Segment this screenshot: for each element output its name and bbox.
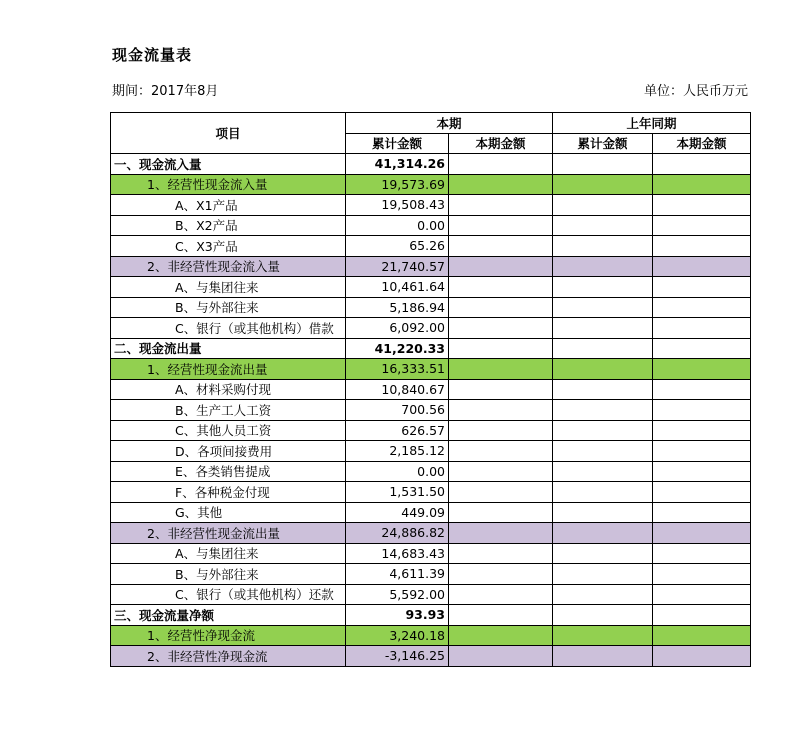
row-current-amount[interactable] [449,154,553,175]
table-row [111,625,751,646]
row-current-cumulative[interactable]: 626.57 [346,420,449,441]
row-label[interactable]: A、与集团往来 [111,277,346,298]
table-row [111,482,751,503]
row-prior-amount[interactable] [653,215,751,236]
row-current-cumulative[interactable]: 65.26 [346,236,449,257]
table-row [111,297,751,318]
row-prior-amount[interactable] [653,420,751,441]
row-prior-amount[interactable] [653,318,751,339]
row-label[interactable]: B、与外部往来 [111,297,346,318]
row-label[interactable]: 1、经营性现金流出量 [111,359,346,380]
row-current-cumulative[interactable]: 4,611.39 [346,564,449,585]
row-prior-cumulative[interactable] [553,256,653,277]
row-current-cumulative[interactable]: 0.00 [346,215,449,236]
row-label[interactable]: 三、现金流量净额 [111,605,346,626]
row-current-cumulative[interactable]: 19,573.69 [346,174,449,195]
row-label[interactable]: 1、经营性现金流入量 [111,174,346,195]
row-prior-amount[interactable] [653,359,751,380]
row-current-cumulative[interactable]: 5,186.94 [346,297,449,318]
row-current-cumulative[interactable]: 10,461.64 [346,277,449,298]
row-current-cumulative[interactable]: 3,240.18 [346,625,449,646]
row-current-cumulative[interactable]: 5,592.00 [346,584,449,605]
header-current-amount: 本期金额 [449,133,553,154]
table-row [111,502,751,523]
row-label[interactable]: A、材料采购付现 [111,379,346,400]
row-prior-cumulative[interactable] [553,584,653,605]
row-prior-cumulative[interactable] [553,215,653,236]
row-prior-cumulative[interactable] [553,400,653,421]
row-prior-cumulative[interactable] [553,154,653,175]
table-body [111,154,751,667]
row-prior-amount[interactable] [653,482,751,503]
row-current-cumulative[interactable]: 6,092.00 [346,318,449,339]
table-row [111,564,751,585]
row-prior-amount[interactable] [653,584,751,605]
row-prior-amount[interactable] [653,236,751,257]
table-row [111,236,751,257]
row-current-amount[interactable] [449,420,553,441]
row-label[interactable]: C、银行（或其他机构）还款 [111,584,346,605]
row-prior-cumulative[interactable] [553,564,653,585]
header-prior-cumulative: 累计金额 [553,133,653,154]
row-prior-cumulative[interactable] [553,359,653,380]
row-current-cumulative[interactable]: 24,886.82 [346,523,449,544]
row-label[interactable]: F、各种税金付现 [111,482,346,503]
row-current-amount[interactable] [449,318,553,339]
row-current-cumulative[interactable]: 16,333.51 [346,359,449,380]
row-prior-cumulative[interactable] [553,461,653,482]
row-label[interactable]: 一、现金流入量 [111,154,346,175]
report-title: 现金流量表 [112,46,193,64]
row-label[interactable]: 2、非经营性净现金流 [111,646,346,667]
row-prior-amount[interactable] [653,338,751,359]
row-prior-amount[interactable] [653,400,751,421]
row-current-amount[interactable] [449,174,553,195]
table-row [111,359,751,380]
row-current-cumulative[interactable]: -3,146.25 [346,646,449,667]
row-current-cumulative[interactable]: 93.93 [346,605,449,626]
row-current-amount[interactable] [449,338,553,359]
row-current-amount[interactable] [449,564,553,585]
currency-unit: 单位：人民币万元 [643,84,748,99]
row-label[interactable]: B、与外部往来 [111,564,346,585]
table-row [111,174,751,195]
cash-flow-table [110,112,751,667]
row-prior-amount[interactable] [653,195,751,216]
row-current-amount[interactable] [449,625,553,646]
row-prior-amount[interactable] [653,379,751,400]
row-current-amount[interactable] [449,584,553,605]
row-prior-amount[interactable] [653,297,751,318]
table-row [111,605,751,626]
row-prior-amount[interactable] [653,461,751,482]
row-current-amount[interactable] [449,256,553,277]
row-label[interactable]: 1、经营性净现金流 [111,625,346,646]
row-label[interactable]: B、X2产品 [111,215,346,236]
table-row [111,543,751,564]
header-prior-year: 上年同期 [553,113,751,134]
row-label[interactable]: G、其他 [111,502,346,523]
table-row [111,256,751,277]
row-current-cumulative[interactable]: 700.56 [346,400,449,421]
table-row [111,523,751,544]
row-prior-cumulative[interactable] [553,420,653,441]
row-current-cumulative[interactable]: 41,220.33 [346,338,449,359]
row-current-amount[interactable] [449,236,553,257]
row-prior-cumulative[interactable] [553,236,653,257]
row-current-amount[interactable] [449,297,553,318]
row-prior-amount[interactable] [653,625,751,646]
row-prior-amount[interactable] [653,174,751,195]
row-prior-cumulative[interactable] [553,195,653,216]
row-current-amount[interactable] [449,502,553,523]
row-current-amount[interactable] [449,605,553,626]
table-row [111,318,751,339]
row-current-cumulative[interactable]: 19,508.43 [346,195,449,216]
header-current-cumulative: 累计金额 [346,133,449,154]
row-prior-amount[interactable] [653,605,751,626]
row-prior-amount[interactable] [653,277,751,298]
row-prior-amount[interactable] [653,154,751,175]
row-prior-cumulative[interactable] [553,297,653,318]
table-row [111,338,751,359]
table-row [111,195,751,216]
row-prior-cumulative[interactable] [553,174,653,195]
table-row [111,646,751,667]
row-prior-cumulative[interactable] [553,482,653,503]
row-current-cumulative[interactable]: 449.09 [346,502,449,523]
table-row [111,379,751,400]
row-label[interactable]: 2、非经营性现金流入量 [111,256,346,277]
row-current-cumulative[interactable]: 14,683.43 [346,543,449,564]
row-prior-cumulative[interactable] [553,502,653,523]
row-current-amount[interactable] [449,195,553,216]
row-current-cumulative[interactable]: 41,314.26 [346,154,449,175]
row-label[interactable]: D、各项间接费用 [111,441,346,462]
table-row [111,154,751,175]
row-prior-cumulative[interactable] [553,441,653,462]
row-current-amount[interactable] [449,441,553,462]
row-label[interactable]: C、X3产品 [111,236,346,257]
row-prior-cumulative[interactable] [553,605,653,626]
row-current-amount[interactable] [449,215,553,236]
row-label[interactable]: 二、现金流出量 [111,338,346,359]
row-prior-amount[interactable] [653,543,751,564]
table-row [111,584,751,605]
report-period: 期间：2017年8月 [112,84,219,99]
row-current-cumulative[interactable]: 0.00 [346,461,449,482]
row-label[interactable]: B、生产工人工资 [111,400,346,421]
row-label[interactable]: A、X1产品 [111,195,346,216]
row-prior-cumulative[interactable] [553,523,653,544]
row-current-cumulative[interactable]: 21,740.57 [346,256,449,277]
header-prior-amount: 本期金额 [653,133,751,154]
row-label[interactable]: A、与集团往来 [111,543,346,564]
row-prior-cumulative[interactable] [553,379,653,400]
row-label[interactable]: C、其他人员工资 [111,420,346,441]
row-prior-cumulative[interactable] [553,338,653,359]
header-current-period: 本期 [346,113,553,134]
row-prior-cumulative[interactable] [553,646,653,667]
row-prior-amount[interactable] [653,646,751,667]
row-current-amount[interactable] [449,359,553,380]
row-prior-cumulative[interactable] [553,277,653,298]
row-current-amount[interactable] [449,543,553,564]
row-prior-amount[interactable] [653,564,751,585]
row-prior-cumulative[interactable] [553,625,653,646]
row-current-amount[interactable] [449,379,553,400]
table-row [111,461,751,482]
table-row [111,400,751,421]
row-prior-amount[interactable] [653,441,751,462]
row-current-amount[interactable] [449,400,553,421]
row-current-amount[interactable] [449,461,553,482]
row-prior-cumulative[interactable] [553,318,653,339]
row-current-cumulative[interactable]: 10,840.67 [346,379,449,400]
table-row [111,441,751,462]
row-prior-cumulative[interactable] [553,543,653,564]
row-current-cumulative[interactable]: 1,531.50 [346,482,449,503]
row-current-amount[interactable] [449,277,553,298]
row-current-amount[interactable] [449,646,553,667]
row-prior-amount[interactable] [653,256,751,277]
table-row [111,277,751,298]
row-current-amount[interactable] [449,523,553,544]
row-label[interactable]: C、银行（或其他机构）借款 [111,318,346,339]
row-current-cumulative[interactable]: 2,185.12 [346,441,449,462]
table-row [111,215,751,236]
table-row [111,420,751,441]
header-item: 项目 [111,113,346,154]
row-label[interactable]: 2、非经营性现金流出量 [111,523,346,544]
row-label[interactable]: E、各类销售提成 [111,461,346,482]
row-prior-amount[interactable] [653,502,751,523]
row-current-amount[interactable] [449,482,553,503]
row-prior-amount[interactable] [653,523,751,544]
